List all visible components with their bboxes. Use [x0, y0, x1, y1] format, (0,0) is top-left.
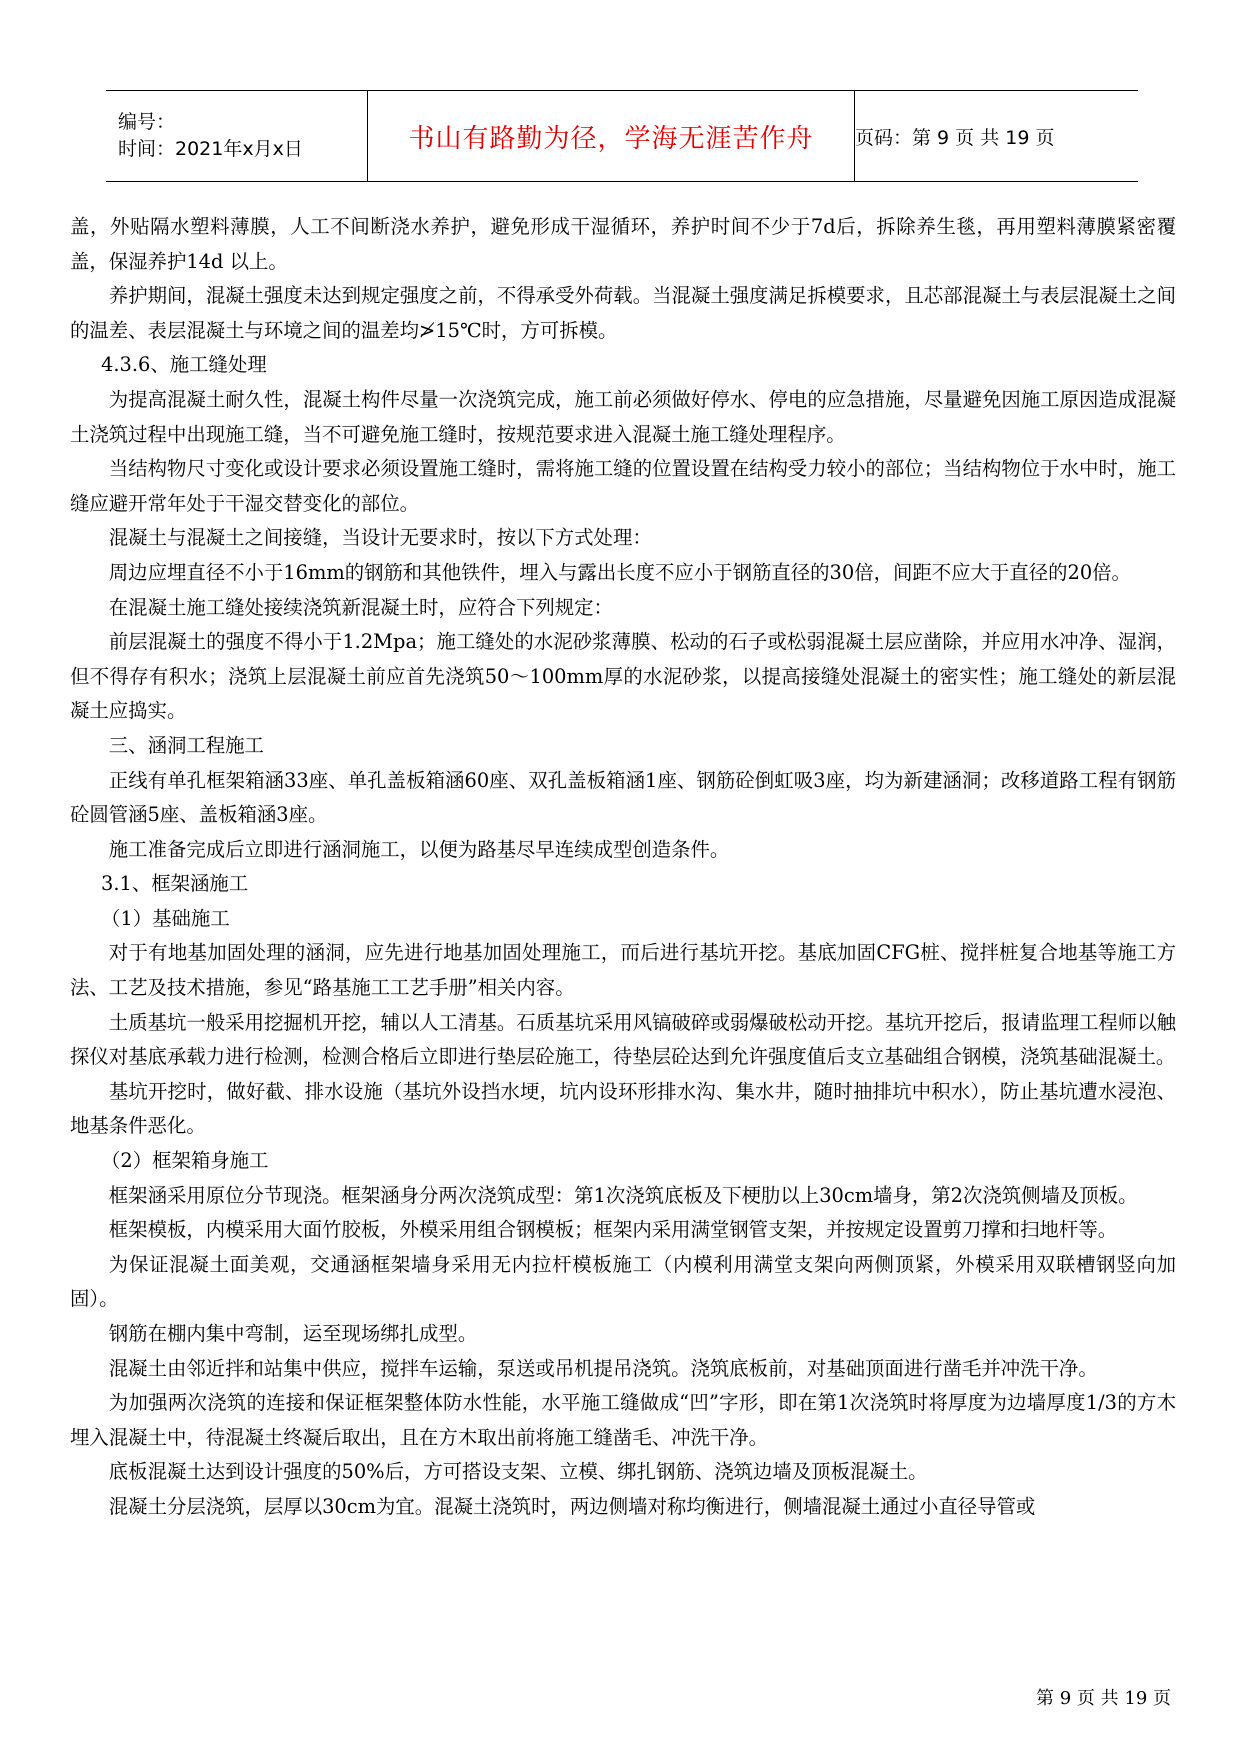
header-page-cell [855, 91, 1139, 182]
header-motto-cell [368, 91, 855, 182]
paragraph: 框架模板，内模采用大面竹胶板，外模采用组合钢模板；框架内采用满堂钢管支架，并按规定设置剪刀撑和扫地杆等。 [108, 1218, 1118, 1242]
section-heading: 三、涵洞工程施工 [108, 733, 264, 757]
paragraph: 基坑开挖时，做好截、排水设施（基坑外设挡水埂，坑内设环形排水沟、集水井，随时抽排坑中积水），防止基坑遭水浸泡、地基条件恶化。 [70, 1079, 1176, 1138]
paragraph: 土质基坑一般采用挖掘机开挖，辅以人工清基。石质基坑采用风镐破碎或弱爆破松动开挖。基坑开挖后，报请监理工程师以触探仪对基底承载力进行检测，检测合格后立即进行垫层砼施工，待垫层砼达到允许强度值后支立基础组合钢模，浇筑基础混凝土。 [70, 1010, 1176, 1069]
paragraph: 为加强两次浇筑的连接和保证框架整体防水性能，水平施工缝做成“凹”字形，即在第1次浇筑时将厚度为边墙厚度1/3的方木埋入混凝土中，待混凝土终凝后取出，且在方木取出前将施工缝凿毛、冲洗干净。 [70, 1391, 1176, 1449]
paragraph: 当结构物尺寸变化或设计要求必须设置施工缝时，需将施工缝的位置设置在结构受力较小的部位；当结构物位于水中时，施工缝应避开常年处于干湿交替变化的部位。 [70, 457, 1176, 515]
page-footer: 第 9 页 共 19 页 [1036, 1688, 1171, 1709]
time-label: 时间：2021年x月x日 [118, 138, 303, 160]
paragraph: 框架涵采用原位分节现浇。框架涵身分两次浇筑成型：第1次浇筑底板及下梗肋以上30cm墙身，第2次浇筑侧墙及顶板。 [108, 1183, 1138, 1207]
document-header [106, 90, 1138, 182]
paragraph: 养护期间，混凝土强度未达到规定强度之前，不得承受外荷载。当混凝土强度满足拆模要求，且芯部混凝土与表层混凝土之间的温差、表层混凝土与环境之间的温差均≯15℃时，方可拆模。 [70, 284, 1176, 342]
paragraph: 正线有单孔框架箱涵33座、单孔盖板箱涵60座、双孔盖板箱涵1座、钢筋砼倒虹吸3座，均为新建涵洞；改移道路工程有钢筋砼圆管涵5座、盖板箱涵3座。 [70, 768, 1176, 827]
subsection-heading: （2）框架箱身施工 [101, 1149, 269, 1173]
paragraph: 为保证混凝土面美观，交通涵框架墙身采用无内拉杆模板施工（内模利用满堂支架向两侧顶紧，外模采用双联槽钢竖向加固）。 [70, 1252, 1176, 1311]
paragraph: 对于有地基加固处理的涵洞，应先进行地基加固处理施工，而后进行基坑开挖。基底加固CFG桩、搅拌桩复合地基等施工方法、工艺及技术措施，参见“路基施工工艺手册”相关内容。 [70, 941, 1176, 1000]
paragraph: 混凝土由邻近拌和站集中供应，搅拌车运输，泵送或吊机提吊浇筑。浇筑底板前，对基础顶面进行凿毛并冲洗干净。 [108, 1356, 1098, 1380]
paragraph: 为提高混凝土耐久性，混凝土构件尽量一次浇筑完成，施工前必须做好停水、停电的应急措施，尽量避免因施工原因造成混凝土浇筑过程中出现施工缝，当不可避免施工缝时，按规范要求进入混凝土施工缝处理程序。 [70, 387, 1176, 446]
paragraph: 周边应埋直径不小于16mm的钢筋和其他铁件，埋入与露出长度不应小于钢筋直径的30倍，间距不应大于直径的20倍。 [108, 560, 1131, 584]
paragraph: 混凝土分层浇筑，层厚以30cm为宜。混凝土浇筑时，两边侧墙对称均衡进行，侧墙混凝土通过小直径导管或 [108, 1494, 1036, 1518]
section-heading: 3.1、框架涵施工 [101, 872, 249, 896]
paragraph: 前层混凝土的强度不得小于1.2Mpa；施工缝处的水泥砂浆薄膜、松动的石子或松弱混凝土层应凿除，并应用水冲净、湿润，但不得存有积水；浇筑上层混凝土前应首先浇筑50～100mm厚的水泥砂浆，以提高接缝处混凝土的密实性；施工缝处的新层混凝土应捣实。 [70, 630, 1176, 723]
motto-text: 书山有路勤为径，学海无涯苦作舟 [408, 123, 814, 154]
page-number-label: 页码：第 9 页 共 19 页 [855, 126, 1055, 149]
paragraph: 底板混凝土达到设计强度的50%后，方可搭设支架、立模、绑扎钢筋、浇筑边墙及顶板混凝土。 [108, 1460, 928, 1484]
serial-number-label: 编号： [118, 111, 176, 133]
section-heading: 4.3.6、施工缝处理 [101, 353, 267, 377]
paragraph: 混凝土与混凝土之间接缝，当设计无要求时，按以下方式处理： [108, 526, 652, 550]
subsection-heading: （1）基础施工 [101, 906, 230, 930]
paragraph: 盖，外贴隔水塑料薄膜，人工不间断浇水养护，避免形成干湿循环，养护时间不少于7d后，拆除养生毯，再用塑料薄膜紧密覆盖，保湿养护14d 以上。 [70, 215, 1176, 273]
paragraph: 钢筋在棚内集中弯制，运至现场绑扎成型。 [108, 1322, 478, 1345]
paragraph: 在混凝土施工缝处接续浇筑新混凝土时，应符合下列规定： [108, 595, 613, 619]
header-info-cell [106, 91, 368, 182]
paragraph: 施工准备完成后立即进行涵洞施工，以便为路基尽早连续成型创造条件。 [108, 837, 730, 861]
document-body [70, 210, 1176, 1525]
